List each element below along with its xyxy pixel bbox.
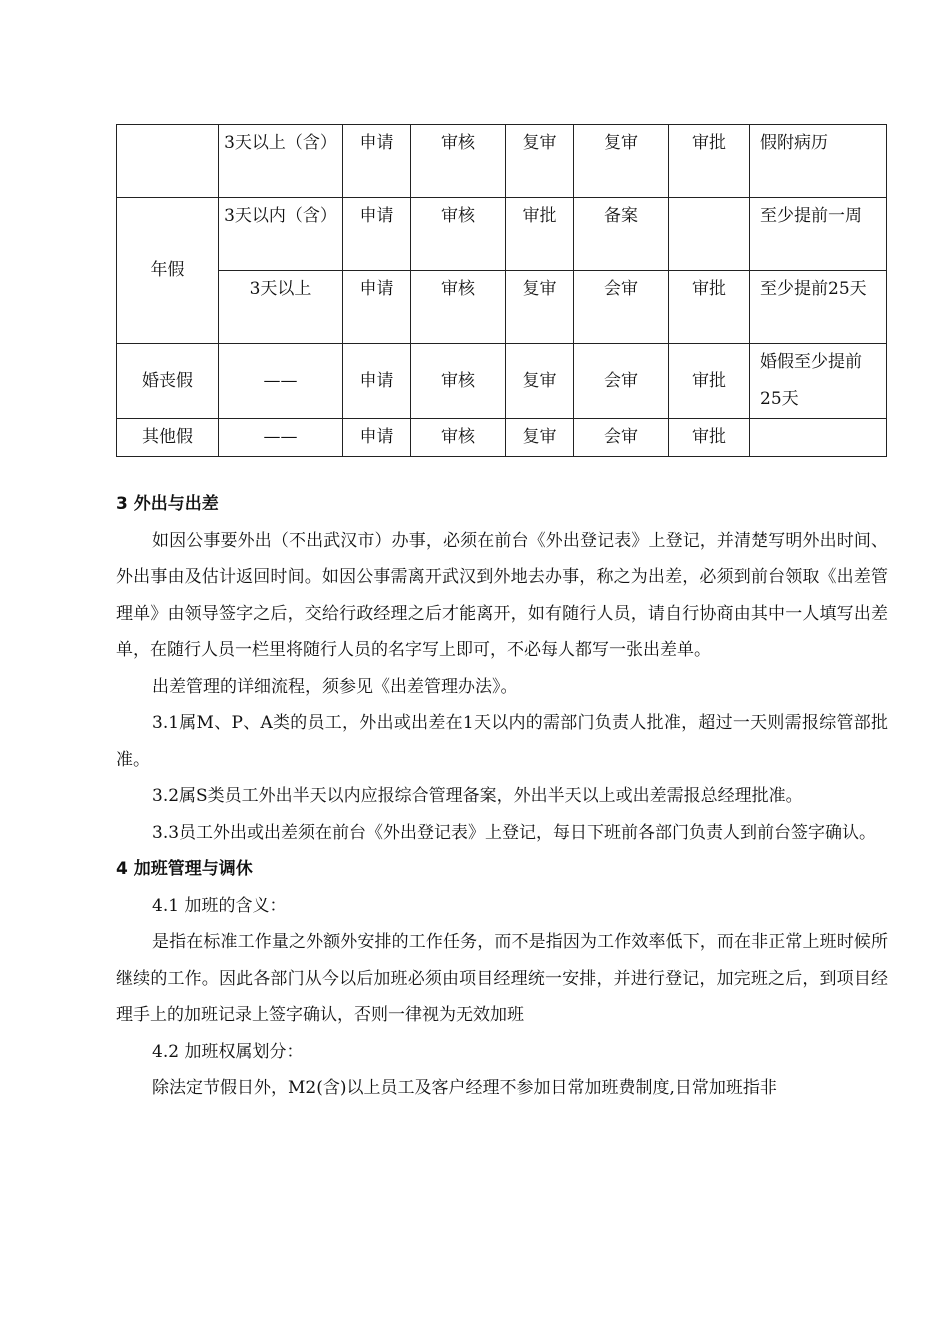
duration-cell: —— xyxy=(219,419,343,457)
step-cell xyxy=(669,198,750,271)
step-cell: 申请 xyxy=(343,271,411,344)
step-cell: 复审 xyxy=(506,344,574,419)
step-cell: 审核 xyxy=(411,198,506,271)
paragraph: 是指在标准工作量之外额外安排的工作任务，而不是指因为工作效率低下，而在非正常上班时候所继续的工作。因此各部门从今以后加班必须由项目经理统一安排，并进行登记，加完班之后，到项目经理手上的加班记录上签字确认，否则一律视为无效加班 xyxy=(116,932,888,1025)
step-cell: 会审 xyxy=(574,271,669,344)
step-cell: 审核 xyxy=(411,125,506,198)
paragraph: 3.3员工外出或出差须在前台《外出登记表》上登记，每日下班前各部门负责人到前台签字确认。 xyxy=(152,822,877,843)
section-heading-outing-travel: 3 外出与出差 xyxy=(116,494,219,514)
step-cell: 会审 xyxy=(574,419,669,457)
step-cell: 备案 xyxy=(574,198,669,271)
paragraph: 3.1属M、P、A类的员工，外出或出差在1天以内的需部门负责人批准，超过一天则需报综管部批准。 xyxy=(116,713,888,770)
paragraph: 出差管理的详细流程，须参见《出差管理办法》。 xyxy=(152,676,518,697)
paragraph: 除法定节假日外，M2(含)以上员工及客户经理不参加日常加班费制度,日常加班指非 xyxy=(152,1078,777,1098)
duration-cell: 3天以内（含） xyxy=(219,198,343,271)
paragraph: 如因公事要外出（不出武汉市）办事，必须在前台《外出登记表》上登记，并清楚写明外出时间、外出事由及估计返回时间。如因公事需离开武汉到外地去办事，称之为出差，必须到前台领取《出差管理单》由领导签字之后，交给行政经理之后才能离开，如有随行人员，请自行协商由其中一人填写出差单，在随行人员一栏里将随行人员的名字写上即可，不必每人都写一张出差单。 xyxy=(116,530,888,660)
step-cell: 审批 xyxy=(506,198,574,271)
step-cell: 审批 xyxy=(669,344,750,419)
step-cell: 审核 xyxy=(411,419,506,457)
table-row xyxy=(117,344,887,419)
subsection-title: 4.2 加班权属划分： xyxy=(152,1041,304,1062)
note-cell: 至少提前25天 xyxy=(750,271,887,344)
leave-approval-table xyxy=(116,124,887,457)
table-row xyxy=(117,419,887,457)
leave-type-cell: 其他假 xyxy=(117,419,219,457)
table-row xyxy=(117,198,887,271)
step-cell: 申请 xyxy=(343,198,411,271)
paragraph: 3.2属S类员工外出半天以内应报综合管理备案，外出半天以上或出差需报总经理批准。 xyxy=(152,786,803,806)
leave-type-cell: 年假 xyxy=(117,198,219,344)
section-heading-overtime: 4 加班管理与调休 xyxy=(116,859,253,879)
step-cell: 审核 xyxy=(411,344,506,419)
note-cell: 假附病历 xyxy=(750,125,887,198)
subsection-title: 4.1 加班的含义： xyxy=(152,895,287,916)
step-cell: 审批 xyxy=(669,271,750,344)
table-row xyxy=(117,271,887,344)
step-cell: 申请 xyxy=(343,125,411,198)
note-cell xyxy=(750,419,887,457)
step-cell: 申请 xyxy=(343,419,411,457)
duration-cell: 3天以上（含） xyxy=(219,125,343,198)
duration-cell: 3天以上 xyxy=(219,271,343,344)
step-cell: 复审 xyxy=(574,125,669,198)
body-text xyxy=(116,486,888,1107)
step-cell: 审批 xyxy=(669,419,750,457)
step-cell: 申请 xyxy=(343,344,411,419)
step-cell: 复审 xyxy=(506,125,574,198)
note-cell: 至少提前一周 xyxy=(750,198,887,271)
step-cell: 复审 xyxy=(506,271,574,344)
leave-type-cell xyxy=(117,125,219,198)
step-cell: 审核 xyxy=(411,271,506,344)
note-cell: 婚假至少提前25天 xyxy=(750,344,887,419)
leave-type-cell: 婚丧假 xyxy=(117,344,219,419)
step-cell: 复审 xyxy=(506,419,574,457)
duration-cell: —— xyxy=(219,344,343,419)
step-cell: 会审 xyxy=(574,344,669,419)
step-cell: 审批 xyxy=(669,125,750,198)
table-row xyxy=(117,125,887,198)
